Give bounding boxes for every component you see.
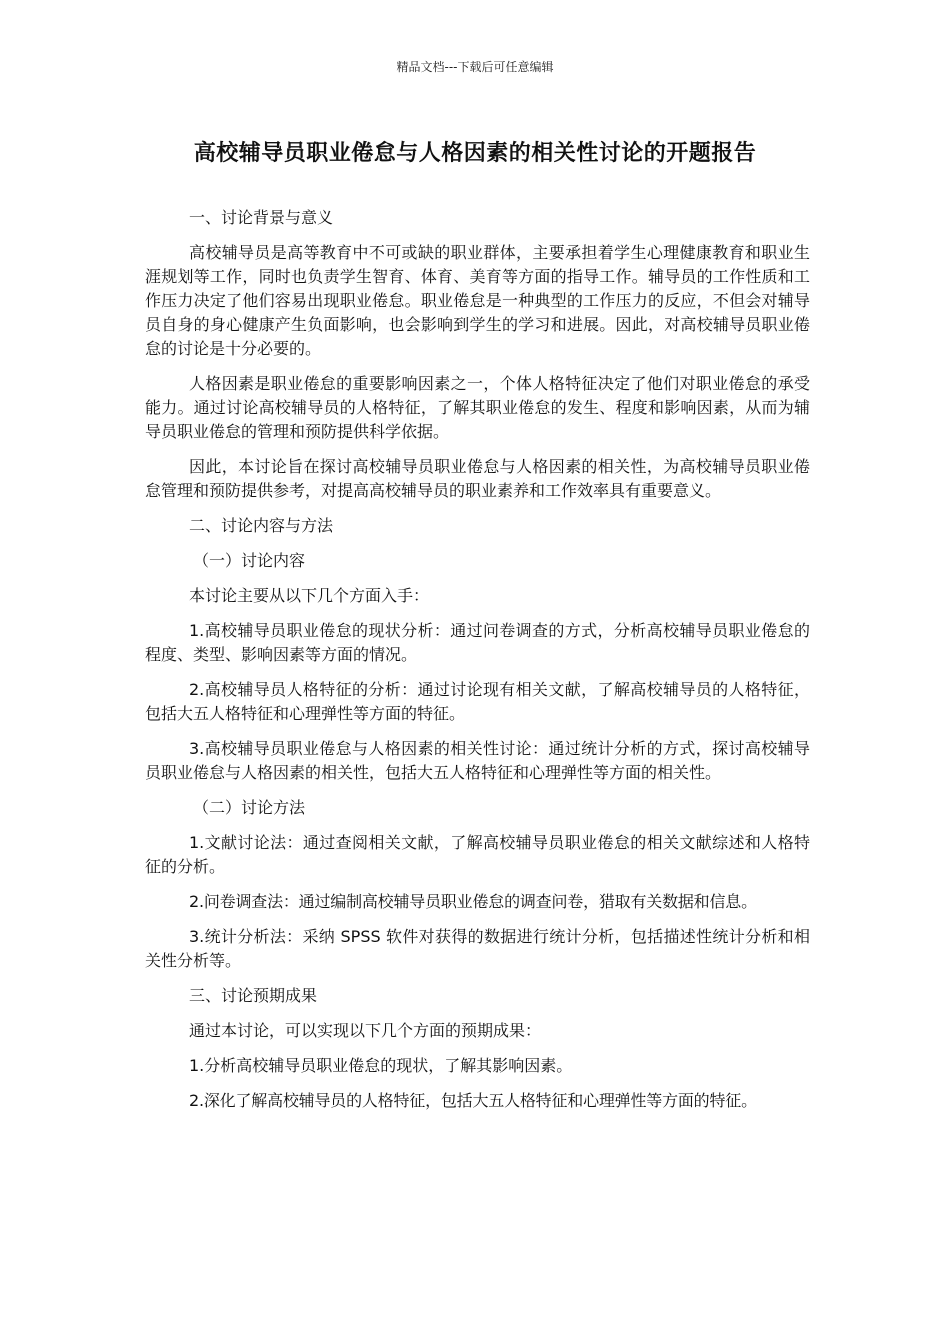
section-heading-content-method: 二、讨论内容与方法 xyxy=(189,516,334,535)
list-item-method-3: 3.统计分析法：采纳 SPSS 软件对获得的数据进行统计分析，包括描述性统计分析和相关性分析等。 xyxy=(145,927,810,970)
document-body xyxy=(145,206,810,1124)
list-item-content-2: 2.高校辅导员人格特征的分析：通过讨论现有相关文献，了解高校辅导员的人格特征，包括大五人格特征和心理弹性等方面的特征。 xyxy=(145,680,810,723)
paragraph-background-1: 高校辅导员是高等教育中不可或缺的职业群体，主要承担着学生心理健康教育和职业生涯规划等工作，同时也负责学生智育、体育、美育等方面的指导工作。辅导员的工作性质和工作压力决定了他们容易出现职业倦怠。职业倦怠是一种典型的工作压力的反应，不但会对辅导员自身的身心健康产生负面影响，也会影响到学生的学习和进展。因此，对高校辅导员职业倦怠的讨论是十分必要的。 xyxy=(145,243,810,358)
list-item-result-2: 2.深化了解高校辅导员的人格特征，包括大五人格特征和心理弹性等方面的特征。 xyxy=(189,1091,757,1110)
paragraph-background-3: 因此，本讨论旨在探讨高校辅导员职业倦怠与人格因素的相关性，为高校辅导员职业倦怠管理和预防提供参考，对提高高校辅导员的职业素养和工作效率具有重要意义。 xyxy=(145,457,810,500)
subsection-heading-method: （二）讨论方法 xyxy=(193,798,306,817)
list-item-method-1: 1.文献讨论法：通过查阅相关文献，了解高校辅导员职业倦怠的相关文献综述和人格特征的分析。 xyxy=(145,833,810,876)
list-item-result-1: 1.分析高校辅导员职业倦怠的现状，了解其影响因素。 xyxy=(189,1056,573,1075)
page-header-note: 精品文档---下载后可任意编辑 xyxy=(396,60,554,74)
subsection-heading-content: （一）讨论内容 xyxy=(193,551,306,570)
section-heading-expected-results: 三、讨论预期成果 xyxy=(189,986,318,1005)
document-title: 高校辅导员职业倦怠与人格因素的相关性讨论的开题报告 xyxy=(193,141,757,166)
list-item-content-3: 3.高校辅导员职业倦怠与人格因素的相关性讨论：通过统计分析的方式，探讨高校辅导员职业倦怠与人格因素的相关性，包括大五人格特征和心理弹性等方面的相关性。 xyxy=(145,739,810,782)
paragraph-background-2: 人格因素是职业倦怠的重要影响因素之一，个体人格特征决定了他们对职业倦怠的承受能力。通过讨论高校辅导员的人格特征，了解其职业倦怠的发生、程度和影响因素，从而为辅导员职业倦怠的管理和预防提供科学依据。 xyxy=(145,374,810,441)
list-item-method-2: 2.问卷调查法：通过编制高校辅导员职业倦怠的调查问卷，猎取有关数据和信息。 xyxy=(189,892,757,911)
paragraph-content-intro: 本讨论主要从以下几个方面入手： xyxy=(189,586,430,605)
list-item-content-1: 1.高校辅导员职业倦怠的现状分析：通过问卷调查的方式，分析高校辅导员职业倦怠的程度、类型、影响因素等方面的情况。 xyxy=(145,621,810,664)
section-heading-background: 一、讨论背景与意义 xyxy=(189,208,334,227)
paragraph-results-intro: 通过本讨论，可以实现以下几个方面的预期成果： xyxy=(189,1021,542,1040)
